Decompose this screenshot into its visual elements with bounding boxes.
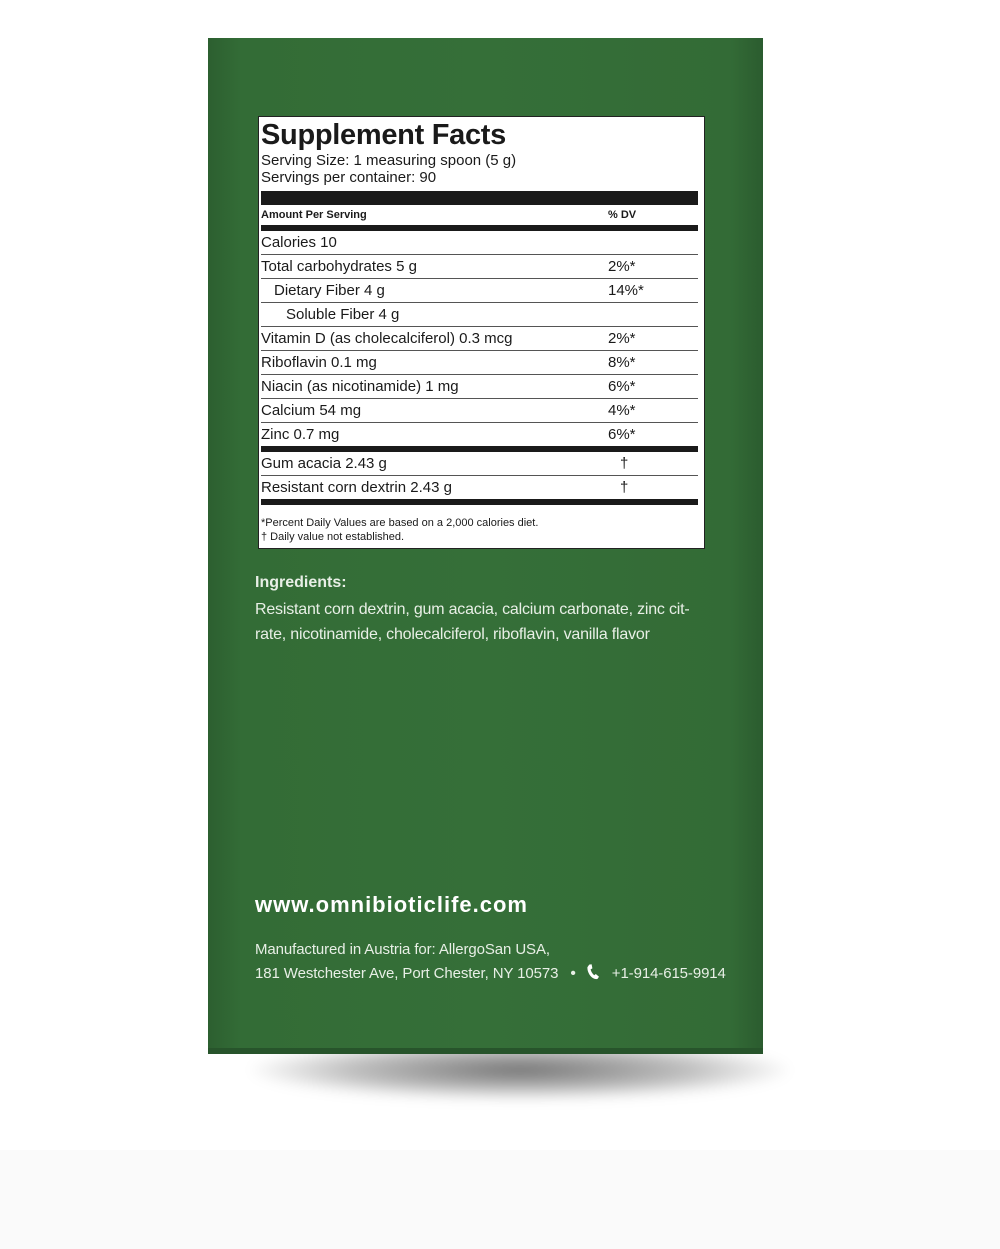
- servings-per-container: Servings per container: 90: [261, 169, 437, 186]
- footnote-daily-values: *Percent Daily Values are based on a 2,000 calories diet.: [261, 517, 539, 529]
- ingredients-line: rate, nicotinamide, cholecalciferol, riboflavin, vanilla flavor: [255, 626, 650, 643]
- website-url: www.omnibioticlife.com: [255, 892, 528, 917]
- ingredients-heading: Ingredients:: [255, 574, 347, 591]
- facts-header-row: [261, 205, 698, 225]
- nutrient-name: Zinc 0.7 mg: [261, 426, 340, 443]
- nutrient-row: [261, 231, 698, 255]
- footnote-not-established: † Daily value not established.: [261, 531, 405, 543]
- nutrient-dv: 6%*: [608, 426, 636, 443]
- ingredients-section: [255, 573, 725, 647]
- serving-size: Serving Size: 1 measuring spoon (5 g): [261, 152, 517, 169]
- nutrient-row: [261, 351, 698, 375]
- facts-title: Supplement Facts: [261, 119, 506, 151]
- supplement-facts-panel: [258, 116, 705, 549]
- nutrient-name: Niacin (as nicotinamide) 1 mg: [261, 378, 459, 395]
- facts-footnotes: [261, 516, 698, 544]
- facts-divider-thick: [261, 191, 698, 205]
- nutrient-dv: 6%*: [608, 378, 636, 395]
- nutrient-row: [261, 399, 698, 423]
- phone-icon: [586, 964, 600, 980]
- manufacturer-info: [255, 938, 726, 986]
- nutrient-dv: 2%*: [608, 258, 636, 275]
- nutrient-row: [261, 375, 698, 399]
- floor-surface: [0, 1150, 1000, 1249]
- nutrient-name: Riboflavin 0.1 mg: [261, 354, 377, 371]
- nutrient-name: Calories 10: [261, 234, 337, 251]
- nutrient-row: [261, 327, 698, 351]
- manufacturer-contact-line: [255, 962, 726, 986]
- nutrient-name: Total carbohydrates 5 g: [261, 258, 417, 275]
- nutrient-dv: 14%*: [608, 282, 644, 299]
- manufacturer-address: 181 Westchester Ave, Port Chester, NY 10573: [255, 965, 559, 982]
- other-ingredient-name: Resistant corn dextrin 2.43 g: [261, 479, 452, 496]
- other-ingredient-row: [261, 476, 698, 499]
- nutrient-dv: 4%*: [608, 402, 636, 419]
- product-box-back: [208, 38, 763, 1054]
- nutrient-dv: 8%*: [608, 354, 636, 371]
- nutrient-dv: [608, 303, 698, 326]
- other-ingredient-dv: †: [620, 455, 629, 472]
- nutrient-row: [261, 279, 698, 303]
- other-ingredient-row: [261, 452, 698, 476]
- ingredients-line: Resistant corn dextrin, gum acacia, calcium carbonate, zinc cit-: [255, 601, 690, 618]
- nutrient-name: Soluble Fiber 4 g: [286, 306, 400, 323]
- other-ingredient-name: Gum acacia 2.43 g: [261, 455, 387, 472]
- separator-bullet: •: [570, 965, 576, 982]
- facts-divider-medium: [261, 499, 698, 505]
- nutrient-name: Dietary Fiber 4 g: [274, 282, 385, 299]
- ingredients-text: [255, 597, 725, 647]
- nutrient-dv: 2%*: [608, 330, 636, 347]
- manufacturer-line: Manufactured in Austria for: AllergoSan USA,: [255, 941, 550, 958]
- nutrient-name: Vitamin D (as cholecalciferol) 0.3 mcg: [261, 330, 513, 347]
- dv-header-label: % DV: [608, 209, 637, 221]
- nutrient-row: [261, 303, 698, 327]
- phone-number: +1-914-615-9914: [611, 965, 726, 982]
- nutrient-name: Calcium 54 mg: [261, 402, 362, 419]
- other-ingredient-dv: †: [620, 479, 629, 496]
- nutrient-row: [261, 255, 698, 279]
- nutrient-row: [261, 423, 698, 446]
- amount-per-serving-label: Amount Per Serving: [261, 209, 367, 221]
- nutrient-dv: [608, 231, 698, 254]
